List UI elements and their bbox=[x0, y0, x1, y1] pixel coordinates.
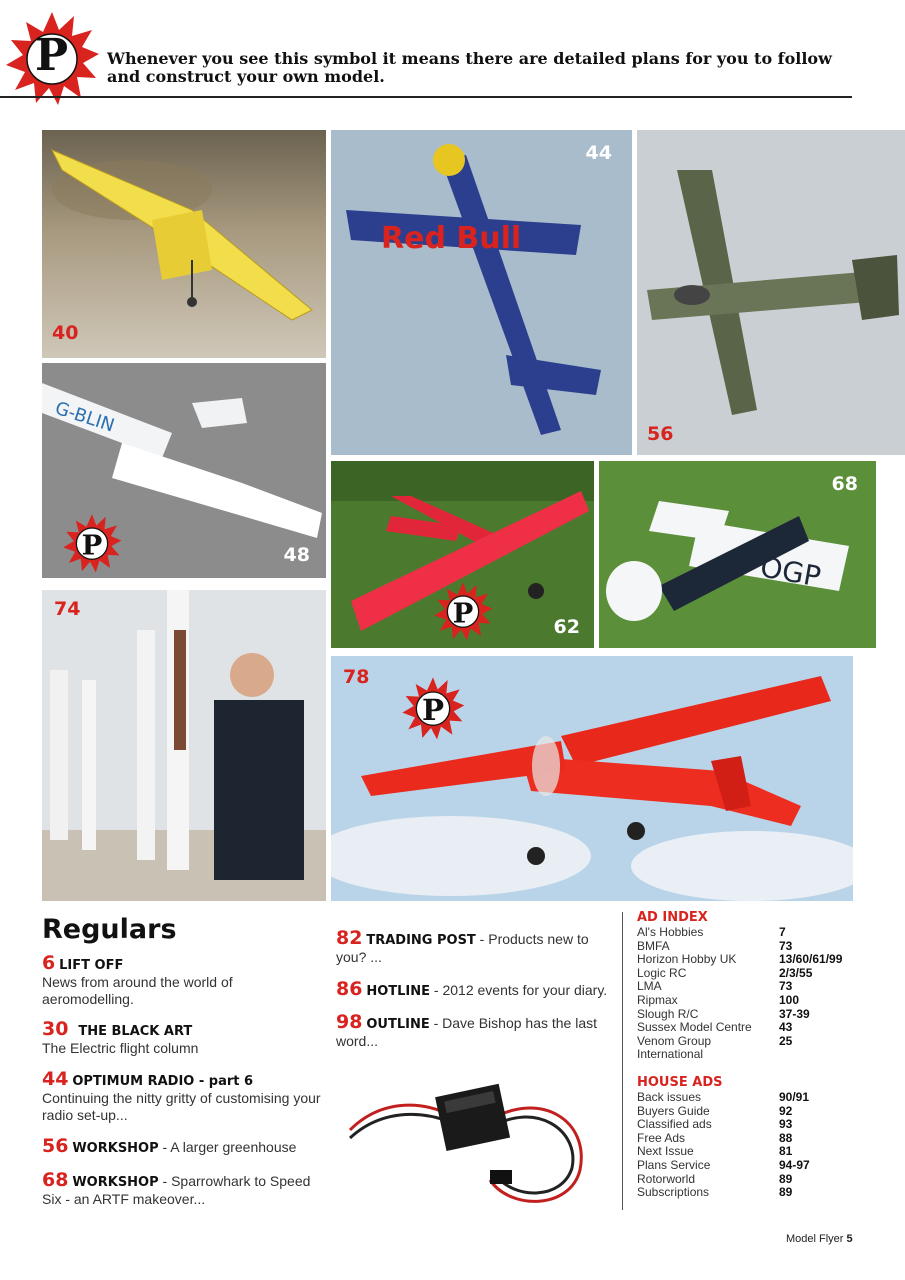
plans-symbol-letter: P bbox=[35, 30, 69, 81]
entry-page-number: 98 bbox=[336, 1011, 363, 1033]
ad-index-row bbox=[637, 980, 867, 994]
advertiser-name: Ripmax bbox=[637, 992, 678, 1007]
advertiser-page: 43 bbox=[779, 1020, 793, 1035]
house-ad-row bbox=[637, 1118, 867, 1132]
house-ad-row bbox=[637, 1186, 867, 1200]
entry-page-number: 82 bbox=[336, 927, 363, 949]
house-ad-name: Plans Service bbox=[637, 1157, 711, 1172]
ad-index-row bbox=[637, 1008, 867, 1022]
house-ad-page: 93 bbox=[779, 1117, 793, 1132]
ad-index-row bbox=[637, 926, 867, 940]
photo-speed-six-plane bbox=[599, 461, 876, 648]
plans-symbol-icon bbox=[433, 581, 493, 641]
house-ad-page: 92 bbox=[779, 1103, 793, 1118]
entry-description: - Products new to you? ... bbox=[336, 931, 589, 965]
house-ad-row bbox=[637, 1091, 867, 1105]
house-ad-name: Buyers Guide bbox=[637, 1103, 710, 1118]
photo-speed-controller bbox=[340, 1060, 602, 1220]
house-ad-row bbox=[637, 1132, 867, 1146]
house-ad-name: Classified ads bbox=[637, 1117, 712, 1132]
advertiser-name: Venom Group International bbox=[637, 1033, 712, 1062]
ad-index-heading: AD INDEX bbox=[637, 910, 708, 925]
svg-text:Red Bull: Red Bull bbox=[381, 221, 522, 256]
advertiser-name: LMA bbox=[637, 979, 662, 994]
regular-entry bbox=[42, 1135, 322, 1157]
advertiser-page: 73 bbox=[779, 938, 793, 953]
house-ad-page: 89 bbox=[779, 1171, 793, 1186]
advertiser-name: BMFA bbox=[637, 938, 670, 953]
entry-description: The Electric flight column bbox=[42, 1040, 199, 1056]
house-ad-page: 89 bbox=[779, 1185, 793, 1200]
page-number: 5 bbox=[846, 1233, 853, 1245]
plans-symbol-badge bbox=[4, 10, 100, 106]
advertiser-name: Slough R/C bbox=[637, 1006, 699, 1021]
entry-title: LIFT OFF bbox=[59, 958, 124, 973]
house-ad-page: 90/91 bbox=[779, 1090, 810, 1104]
regular-entry bbox=[336, 927, 608, 966]
entry-title: HOTLINE bbox=[366, 984, 431, 999]
regular-entry bbox=[42, 1169, 322, 1208]
photo-model-rockets bbox=[42, 590, 326, 901]
advertiser-page: 7 bbox=[779, 925, 786, 939]
entry-description: Continuing the nitty gritty of customising your radio set-up... bbox=[42, 1090, 321, 1123]
entry-description: - 2012 events for your diary. bbox=[430, 982, 608, 998]
advertiser-page: 13/60/61/99 bbox=[779, 952, 843, 967]
house-ad-row bbox=[637, 1173, 867, 1187]
house-ad-name: Free Ads bbox=[637, 1130, 686, 1145]
photo-red-bull-plane bbox=[331, 130, 632, 455]
photo-twin-engine-plane bbox=[637, 130, 905, 455]
photo-red-trainer-plane bbox=[331, 461, 594, 648]
ad-index-row bbox=[637, 1035, 867, 1062]
regular-entry bbox=[42, 952, 322, 1008]
entry-description: News from around the world of aeromodelling. bbox=[42, 974, 233, 1007]
entry-description: - Dave Bishop has the last word... bbox=[336, 1015, 598, 1049]
advertiser-name: Logic RC bbox=[637, 965, 687, 980]
entry-description: - Sparrowhark to Speed Six - an ARTF makeover... bbox=[42, 1173, 311, 1207]
header-divider bbox=[0, 96, 852, 98]
ad-index-list bbox=[637, 926, 867, 1062]
house-ad-row bbox=[637, 1105, 867, 1119]
advertiser-name: Al's Hobbies bbox=[637, 925, 704, 939]
photo-page-number: 62 bbox=[553, 616, 580, 638]
photo-page-number: 68 bbox=[831, 473, 858, 495]
entry-page-number: 44 bbox=[42, 1068, 69, 1090]
svg-text:G-BLIN: G-BLIN bbox=[52, 397, 117, 437]
ad-index-row bbox=[637, 967, 867, 981]
entry-page-number: 86 bbox=[336, 978, 363, 1000]
entry-title: WORKSHOP bbox=[72, 1141, 159, 1156]
photo-white-cub-plane bbox=[42, 363, 326, 578]
house-ad-name: Next Issue bbox=[637, 1144, 694, 1159]
entry-page-number: 56 bbox=[42, 1135, 69, 1157]
plans-symbol-icon bbox=[401, 676, 465, 740]
house-ads-list bbox=[637, 1091, 867, 1200]
page-footer bbox=[786, 1233, 853, 1245]
photo-page-number: 78 bbox=[343, 666, 370, 688]
svg-text:P: P bbox=[81, 529, 103, 562]
svg-text:P: P bbox=[452, 597, 474, 630]
plans-symbol-explanation: Whenever you see this symbol it means there are detailed plans for you to follow and construct your own model. bbox=[107, 49, 832, 86]
regular-entry bbox=[336, 978, 608, 1000]
advertiser-page: 25 bbox=[779, 1033, 793, 1048]
entry-page-number: 6 bbox=[42, 952, 56, 974]
entry-description: - A larger greenhouse bbox=[158, 1139, 297, 1155]
regular-entry bbox=[42, 1018, 322, 1057]
advertiser-page: 73 bbox=[779, 979, 793, 994]
ad-index-row bbox=[637, 940, 867, 954]
house-ad-name: Subscriptions bbox=[637, 1185, 710, 1200]
photo-page-number: 48 bbox=[283, 544, 310, 566]
house-ad-row bbox=[637, 1145, 867, 1159]
regulars-heading: Regulars bbox=[42, 914, 177, 945]
house-ad-page: 81 bbox=[779, 1144, 793, 1159]
house-ad-row bbox=[637, 1159, 867, 1173]
advertiser-page: 100 bbox=[779, 992, 800, 1007]
house-ads-heading: HOUSE ADS bbox=[637, 1075, 723, 1090]
svg-text:P: P bbox=[421, 692, 445, 727]
photo-page-number: 56 bbox=[647, 423, 674, 445]
house-ad-name: Back issues bbox=[637, 1090, 702, 1104]
magazine-name: Model Flyer bbox=[786, 1233, 844, 1245]
advertiser-page: 2/3/55 bbox=[779, 965, 813, 980]
entry-page-number: 30 bbox=[42, 1018, 69, 1040]
photo-yellow-plane bbox=[42, 130, 326, 358]
plans-symbol-icon bbox=[62, 513, 122, 573]
entry-title: OUTLINE bbox=[366, 1017, 430, 1032]
svg-text:OGP: OGP bbox=[757, 550, 824, 594]
regular-entry bbox=[336, 1011, 608, 1050]
entry-title: THE BLACK ART bbox=[78, 1024, 193, 1039]
house-ad-page: 94-97 bbox=[779, 1157, 810, 1172]
entry-title: OPTIMUM RADIO - part 6 bbox=[72, 1074, 254, 1089]
photo-page-number: 40 bbox=[52, 322, 79, 344]
entry-title: WORKSHOP bbox=[72, 1175, 159, 1190]
advertiser-page: 37-39 bbox=[779, 1006, 810, 1021]
house-ad-page: 88 bbox=[779, 1130, 793, 1145]
ad-index-row bbox=[637, 953, 867, 967]
entry-title: TRADING POST bbox=[366, 933, 476, 948]
ad-index-row bbox=[637, 994, 867, 1008]
regular-entry bbox=[42, 1068, 322, 1124]
ad-index-row bbox=[637, 1021, 867, 1035]
entry-page-number: 68 bbox=[42, 1169, 69, 1191]
photo-red-high-wing-plane bbox=[331, 656, 853, 901]
photo-page-number: 74 bbox=[54, 598, 81, 620]
advertiser-name: Horizon Hobby UK bbox=[637, 952, 737, 967]
house-ad-name: Rotorworld bbox=[637, 1171, 696, 1186]
photo-page-number: 44 bbox=[585, 142, 612, 164]
advertiser-name: Sussex Model Centre bbox=[637, 1020, 752, 1035]
column-divider bbox=[622, 912, 623, 1210]
